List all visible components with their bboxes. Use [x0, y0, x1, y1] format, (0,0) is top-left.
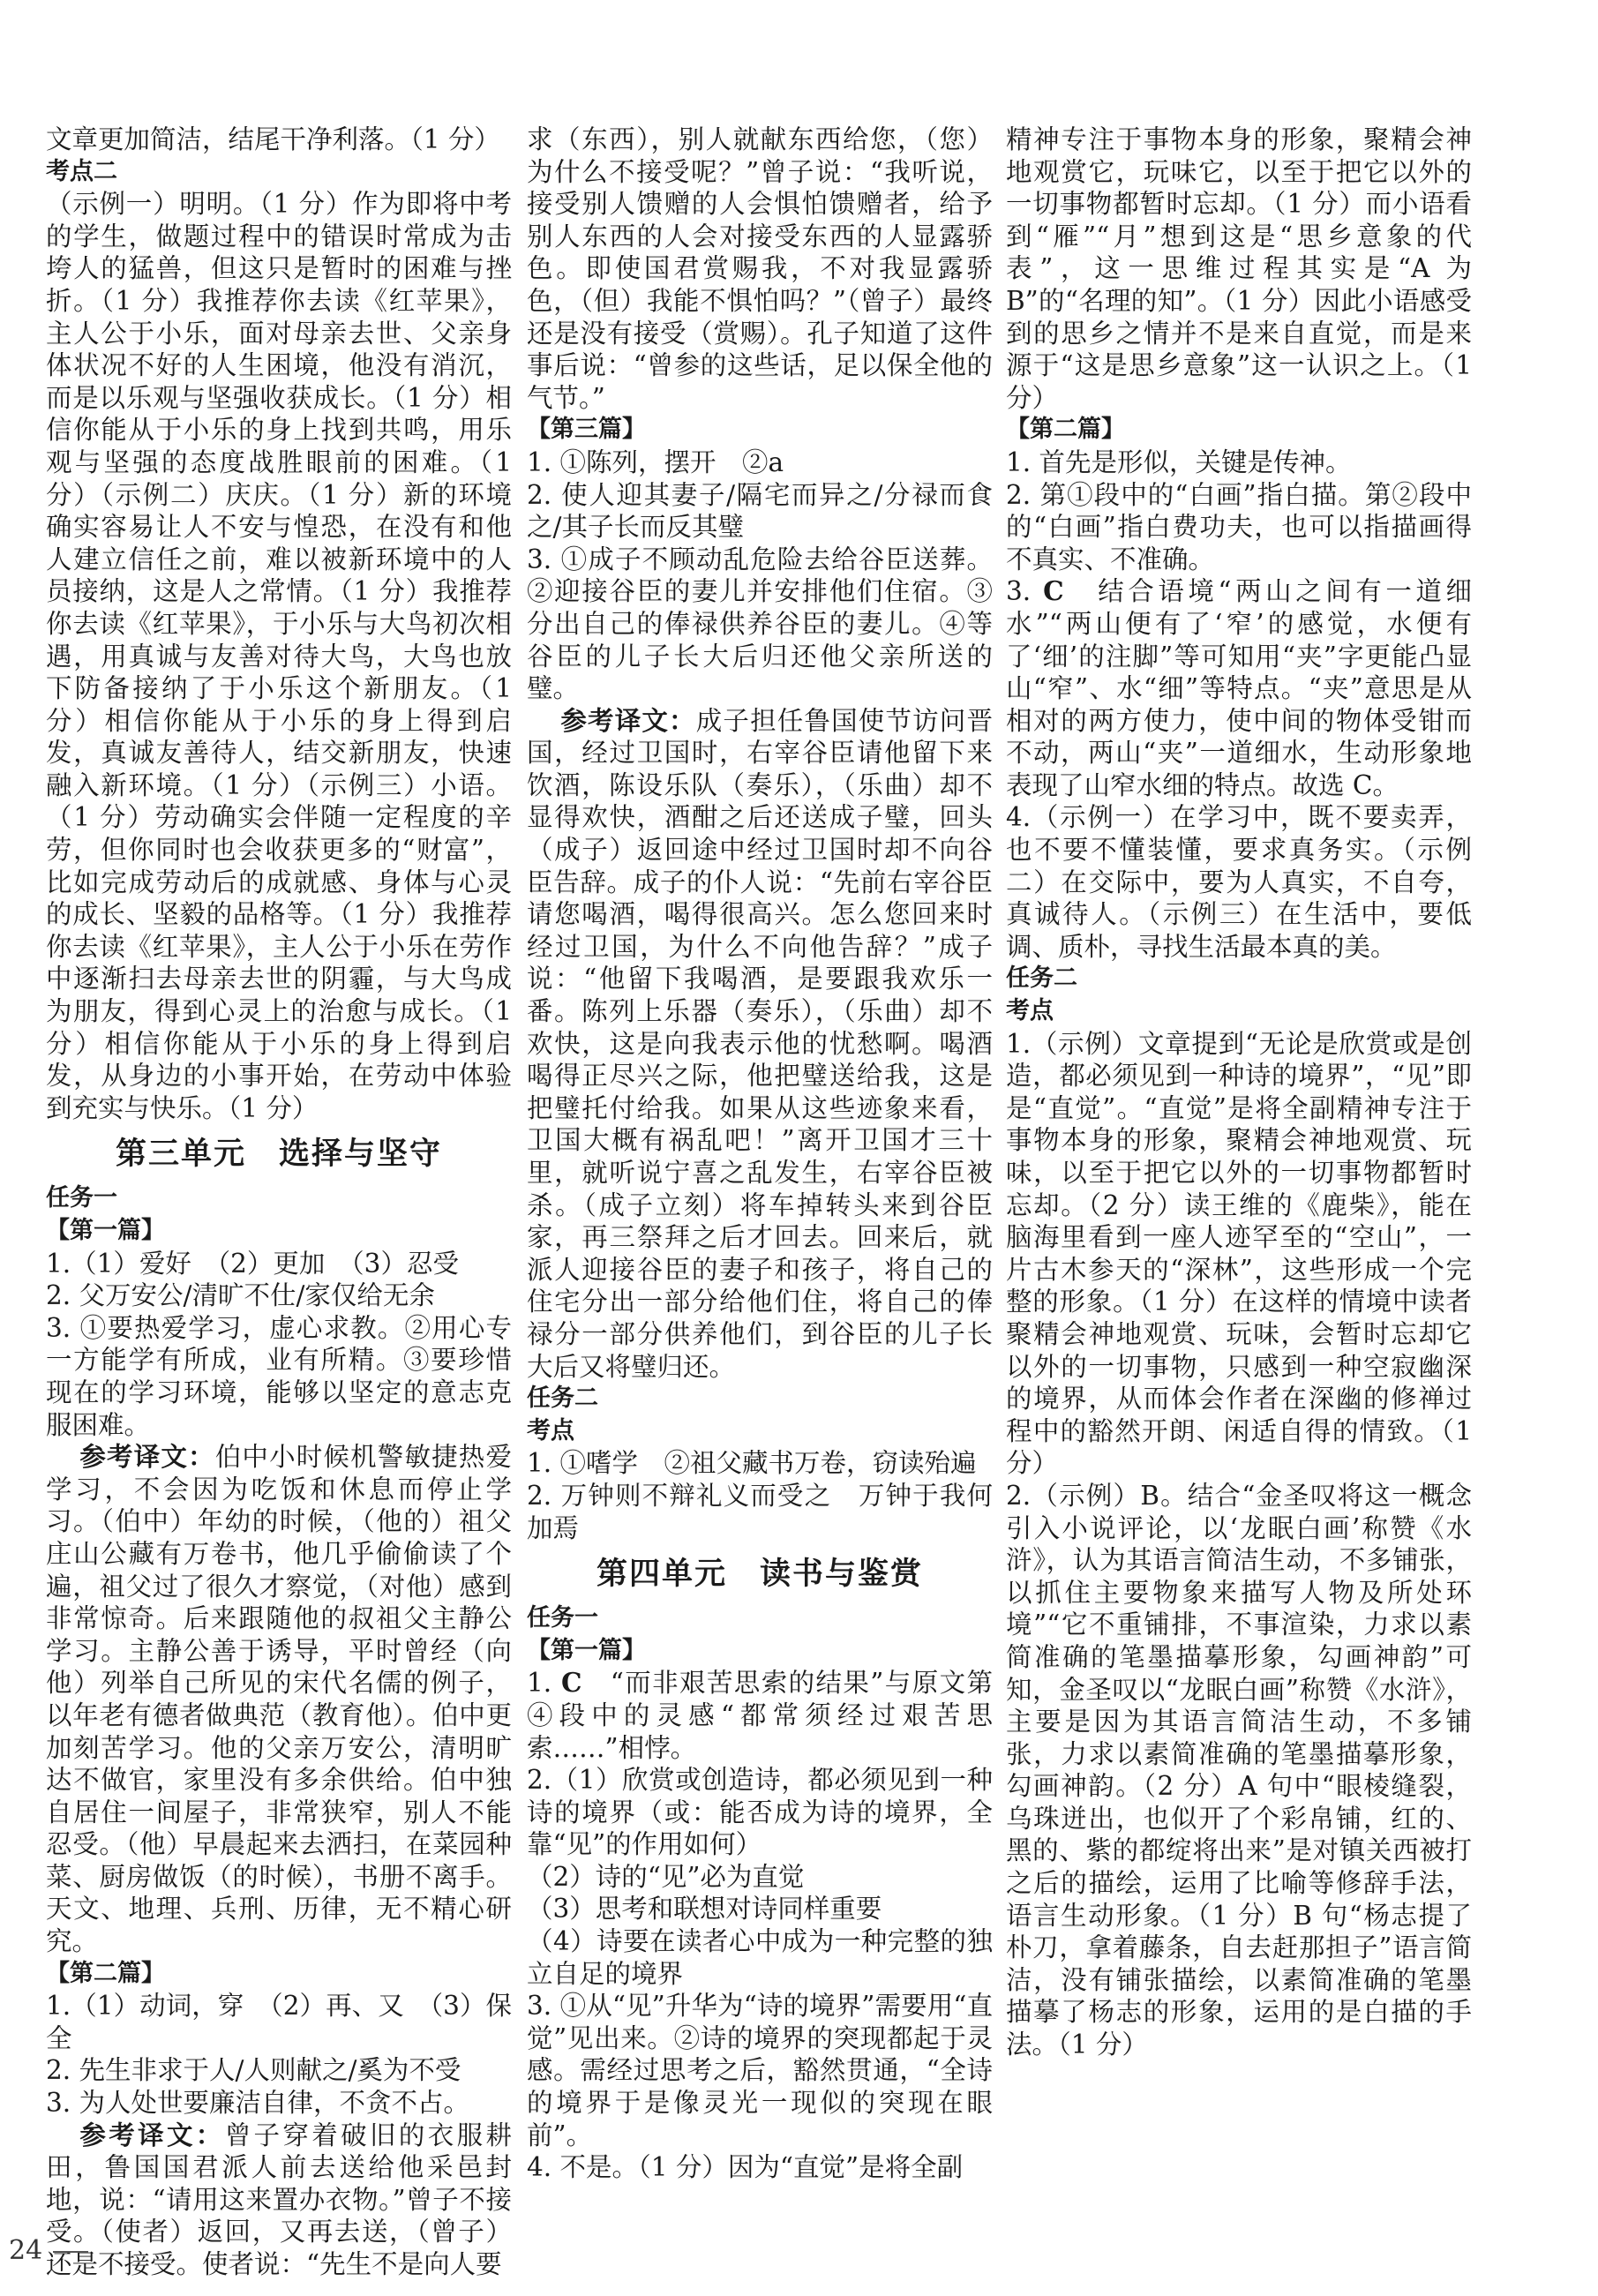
- section-heading: 考点: [527, 1416, 574, 1444]
- section-heading: 【第二篇】: [1006, 416, 1125, 444]
- section-heading: 【第一篇】: [46, 1217, 165, 1244]
- answer-paragraph: （2）诗的“见”必为直觉: [527, 1861, 805, 1892]
- answer-paragraph: 1. C “而非艰苦思索的结果”与原文第④段中的灵感“都常须经过艰苦思索……”相悖。: [527, 1667, 993, 1763]
- answer-paragraph: 2. 使人迎其妻子/隔宅而异之/分禄而食之/其子长而反其璧: [527, 479, 993, 543]
- answer-paragraph: （4）诗要在读者心中成为一种完整的独立自足的境界: [527, 1926, 993, 1989]
- page-number-rule: [53, 2251, 88, 2253]
- answer-paragraph: 3. C 结合语境“两山之间有一道细水”“两山便有了‘窄’的感觉，水便有了‘细’的注脚”等可知用“夹”字更能凸显山“窄”、水“细”等特点。“夹”意思是从相对的两方使力，使中间的物体受钳而不动，两山“夹”一道细水，生动形象地表现了山窄水细的特点。故选 C。: [1006, 575, 1472, 800]
- section-heading: 【第三篇】: [527, 416, 646, 444]
- answer-paragraph: （3）思考和联想对诗同样重要: [527, 1894, 882, 1925]
- answer-paragraph: 2. 先生非求于人/人则献之/奚为不受: [46, 2055, 461, 2086]
- section-heading: 考点二: [46, 157, 117, 185]
- answer-paragraph: 4.（示例一）在学习中，既不要卖弄，也不要不懂装懂，要求真务实。（示例二）在交际中，要为人真实，不自夸，真诚待人。（示例三）在生活中，要低调、质朴，寻找生活最本真的美。: [1006, 802, 1472, 962]
- section-heading: 任务一: [46, 1184, 117, 1212]
- answer-paragraph: 1. ①嗜学 ②祖父藏书万卷，窃读殆遍: [527, 1448, 977, 1479]
- unit-title: 第三单元 选择与坚守: [115, 1137, 442, 1173]
- answer-paragraph: 1.（1）动词，穿 （2）再、又 （3）保全: [46, 1991, 512, 2053]
- answer-paragraph: 求（东西），别人就献东西给您，（您）为什么不接受呢？”曾子说：“我听说，接受别人馈赠的人会惧怕馈赠者，给予别人东西的人会对接受东西的人显露骄色。即使国君赏赐我，不对我显露骄色，（但）我能不惧怕吗？”（曾子）最终还是没有接受（赏赐）。孔子知道了这件事后说：“曾参的这些话，足以保全他的气节。”: [527, 124, 993, 413]
- section-heading: 任务二: [527, 1384, 598, 1413]
- translation-paragraph: 参考译文：曾子穿着破旧的衣服耕田，鲁国国君派人前去送给他采邑封地，说：“请用这来置办衣物。”曾子不接受。（使者）返回，又再去送，（曾子）还是不接受。使者说：“先生不是向人要: [46, 2119, 512, 2279]
- answer-paragraph: 1.（1）爱好 （2）更加 （3）忍受: [46, 1248, 459, 1279]
- page-number: 24: [9, 2235, 88, 2266]
- section-heading: 考点: [1006, 997, 1054, 1025]
- answer-paragraph: 1. ①陈列，摆开 ②a: [527, 446, 784, 477]
- answer-paragraph: 1. 首先是形似，关键是传神。: [1006, 446, 1352, 477]
- answer-paragraph: 2.（1）欣赏或创造诗，都必须见到一种诗的境界（或：能否成为诗的境界，全靠“见”的作用如何）: [527, 1765, 993, 1860]
- section-heading: 任务一: [527, 1604, 598, 1632]
- answer-paragraph: 精神专注于事物本身的形象，聚精会神地观赏它，玩味它，以至于把它以外的一切事物都暂时忘却。（1 分）而小语看到“雁”“月”想到这是“思乡意象的代表”，这一思维过程其实是“A 为 B”的“名理的知”。（1 分）因此小语感受到的思乡之情并不是来自直觉，而是来源于“这是思乡意象”这一认识之上。（1 分）: [1006, 124, 1472, 413]
- answer-paragraph: 文章更加简洁，结尾干净利落。（1 分）: [46, 124, 500, 154]
- answer-paragraph: 2. 万钟则不辩礼义而受之 万钟于我何加焉: [527, 1480, 993, 1543]
- answer-paragraph: 3. ①要热爱学习，虚心求教。②用心专一方能学有所成，业有所精。③要珍惜现在的学习环境，能够以坚定的意志克服困难。: [46, 1312, 512, 1440]
- section-heading: 任务二: [1006, 964, 1077, 993]
- translation-paragraph: 参考译文：成子担任鲁国使节访问晋国，经过卫国时，右宰谷臣请他留下来饮酒，陈设乐队（奏乐），（乐曲）却不显得欢快，酒酣之后还送成子璧，回头（成子）返回途中经过卫国时却不向谷臣告辞。成子的仆人说：“先前右宰谷臣请您喝酒，喝得很高兴。怎么您回来时经过卫国，为什么不向他告辞？”成子说：“他留下我喝酒，是要跟我欢乐一番。陈列上乐器（奏乐），（乐曲）却不欢快，这是向我表示他的忧愁啊。喝酒喝得正尽兴之际，他把璧送给我，这是把璧托付给我。如果从这些迹象来看，卫国大概有祸乱吧！”离开卫国才三十里，就听说宁喜之乱发生，右宰谷臣被杀。（成子立刻）将车掉转头来到谷臣家，再三祭拜之后才回去。回来后，就派人迎接谷臣的妻子和孩子，将自己的住宅分出一部分给他们住，将自己的俸禄分一部分供养他们，到谷臣的儿子长大后又将璧归还。: [527, 704, 993, 1382]
- answer-paragraph: （示例一）明明。（1 分）作为即将中考的学生，做题过程中的错误时常成为击垮人的猛兽，但这只是暂时的困难与挫折。（1 分）我推荐你去读《红苹果》，主人公于小乐，面对母亲去世、父亲身体状况不好的人生困境，他没有消沉，而是以乐观与坚强收获成长。（1 分）相信你能从于小乐的身上找到共鸣，用乐观与坚强的态度战胜眼前的困难。（1 分）（示例二）庆庆。（1 分）新的环境确实容易让人不安与惶恐，在没有和他人建立信任之前，难以被新环境中的人员接纳，这是人之常情。（1 分）我推荐你去读《红苹果》，于小乐与大鸟初次相遇，用真诚与友善对待大鸟，大鸟也放下防备接纳了于小乐这个新朋友。（1 分）相信你能从于小乐的身上得到启发，真诚友善待人，结交新朋友，快速融入新环境。（1 分）（示例三）小语。（1 分）劳动确实会伴随一定程度的辛劳，但你同时也会收获更多的“财富”，比如完成劳动后的成就感、身体与心灵的成长、坚毅的品格等。（1 分）我推荐你去读《红苹果》，主人公于小乐在劳作中逐渐扫去母亲去世的阴霾，与大鸟成为朋友，得到心灵上的治愈与成长。（1 分）相信你能从于小乐的身上得到启发，从身边的小事开始，在劳动中体验到充实与快乐。（1 分）: [46, 189, 512, 1123]
- answer-paragraph: 2. 父万安公/清旷不仕/家仅给无余: [46, 1280, 435, 1311]
- answer-paragraph: 2. 第①段中的“白画”指白描。第②段中的“白画”指白费功夫，也可以指描画得不真实、不准确。: [1006, 479, 1472, 574]
- answer-paragraph: 4. 不是。（1 分）因为“直觉”是将全副: [527, 2152, 964, 2183]
- column-left: [46, 124, 512, 2281]
- answer-paragraph: 3. ①从“见”升华为“诗的境界”需要用“直觉”见出来。②诗的境界的突现都起于灵感。需经过思考之后，豁然贯通，“全诗的境界于是像灵光一现似的突现在眼前”。: [527, 1991, 993, 2150]
- answer-paragraph: 2.（示例）B。结合“金圣叹将这一概念引入小说评论，以‘龙眠白画’称赞《水浒》，认为其语言简洁生动，不多铺张，以抓住主要物象来描写人物及所处环境”“它不重铺排，不事渲染，力求以素简准确的笔墨描摹形象，勾画神韵”可知，金圣叹以“龙眠白画”称赞《水浒》，主要是因为其语言简洁生动，不多铺张，力求以素简准确的笔墨描摹形象，勾画神韵。（2 分）A 句中“眼棱缝裂，乌珠迸出，也似开了个彩帛铺，红的、黑的、紫的都绽将出来”是对镇关西被打之后的描绘，运用了比喻等修辞手法，语言生动形象。（1 分）B 句“杨志提了朴刀，拿着藤条，自去赶那担子”语言简洁，没有铺张描绘，以素简准确的笔墨描摹了杨志的形象，运用的是白描的手法。（1 分）: [1006, 1480, 1472, 2060]
- column-right: [1006, 124, 1472, 2061]
- unit-title: 第四单元 读书与鉴赏: [596, 1557, 923, 1593]
- translation-paragraph: 参考译文：伯中小时候机警敏捷热爱学习，不会因为吃饭和休息而停止学习。（伯中）年幼的时候，（他的）祖父庄山公藏有万卷书，他几乎偷偷读了个遍，祖父过了很久才察觉，（对他）感到非常惊奇。后来跟随他的叔祖父主静公学习。主静公善于诱导，平时曾经（向他）列举自己所见的宋代名儒的例子，以年老有德者做典范（教育他）。伯中更加刻苦学习。他的父亲万安公，清明旷达不做官，家里没有多余供给。伯中独自居住一间屋子，非常狭窄，别人不能忍受。（他）早晨起来去洒扫，在菜园种菜、厨房做饭（的时候），书册不离手。天文、地理、兵刑、历律，无不精心研究。: [46, 1441, 512, 1957]
- answer-paragraph: 3. ①成子不顾动乱危险去给谷臣送葬。②迎接谷臣的妻儿并安排他们住宿。③分出自己的俸禄供养谷臣的妻儿。④等谷臣的儿子长大后归还他父亲所送的璧。: [527, 544, 993, 704]
- section-heading: 【第一篇】: [527, 1636, 646, 1664]
- answer-paragraph: 3. 为人处世要廉洁自律，不贪不占。: [46, 2088, 470, 2119]
- section-heading: 【第二篇】: [46, 1959, 165, 1987]
- answer-paragraph: 1.（示例）文章提到“无论是欣赏或是创造，都必须见到一种诗的境界”，“见”即是“直觉”。“直觉”是将全副精神专注于事物本身的形象，聚精会神地观赏、玩味，以至于把它以外的一切事物都暂时忘却。（2 分）读王维的《鹿柴》，能在脑海里看到一座人迹罕至的“空山”，一片古木参天的“深林”，这些形成一个完整的形象。（1 分）在这样的情境中读者聚精会神地观赏、玩味，会暂时忘却它以外的一切事物，只感到一种空寂幽深的境界，从而体会作者在深幽的修禅过程中的豁然开朗、闲适自得的情致。（1 分）: [1006, 1028, 1472, 1479]
- column-middle: [527, 124, 993, 2184]
